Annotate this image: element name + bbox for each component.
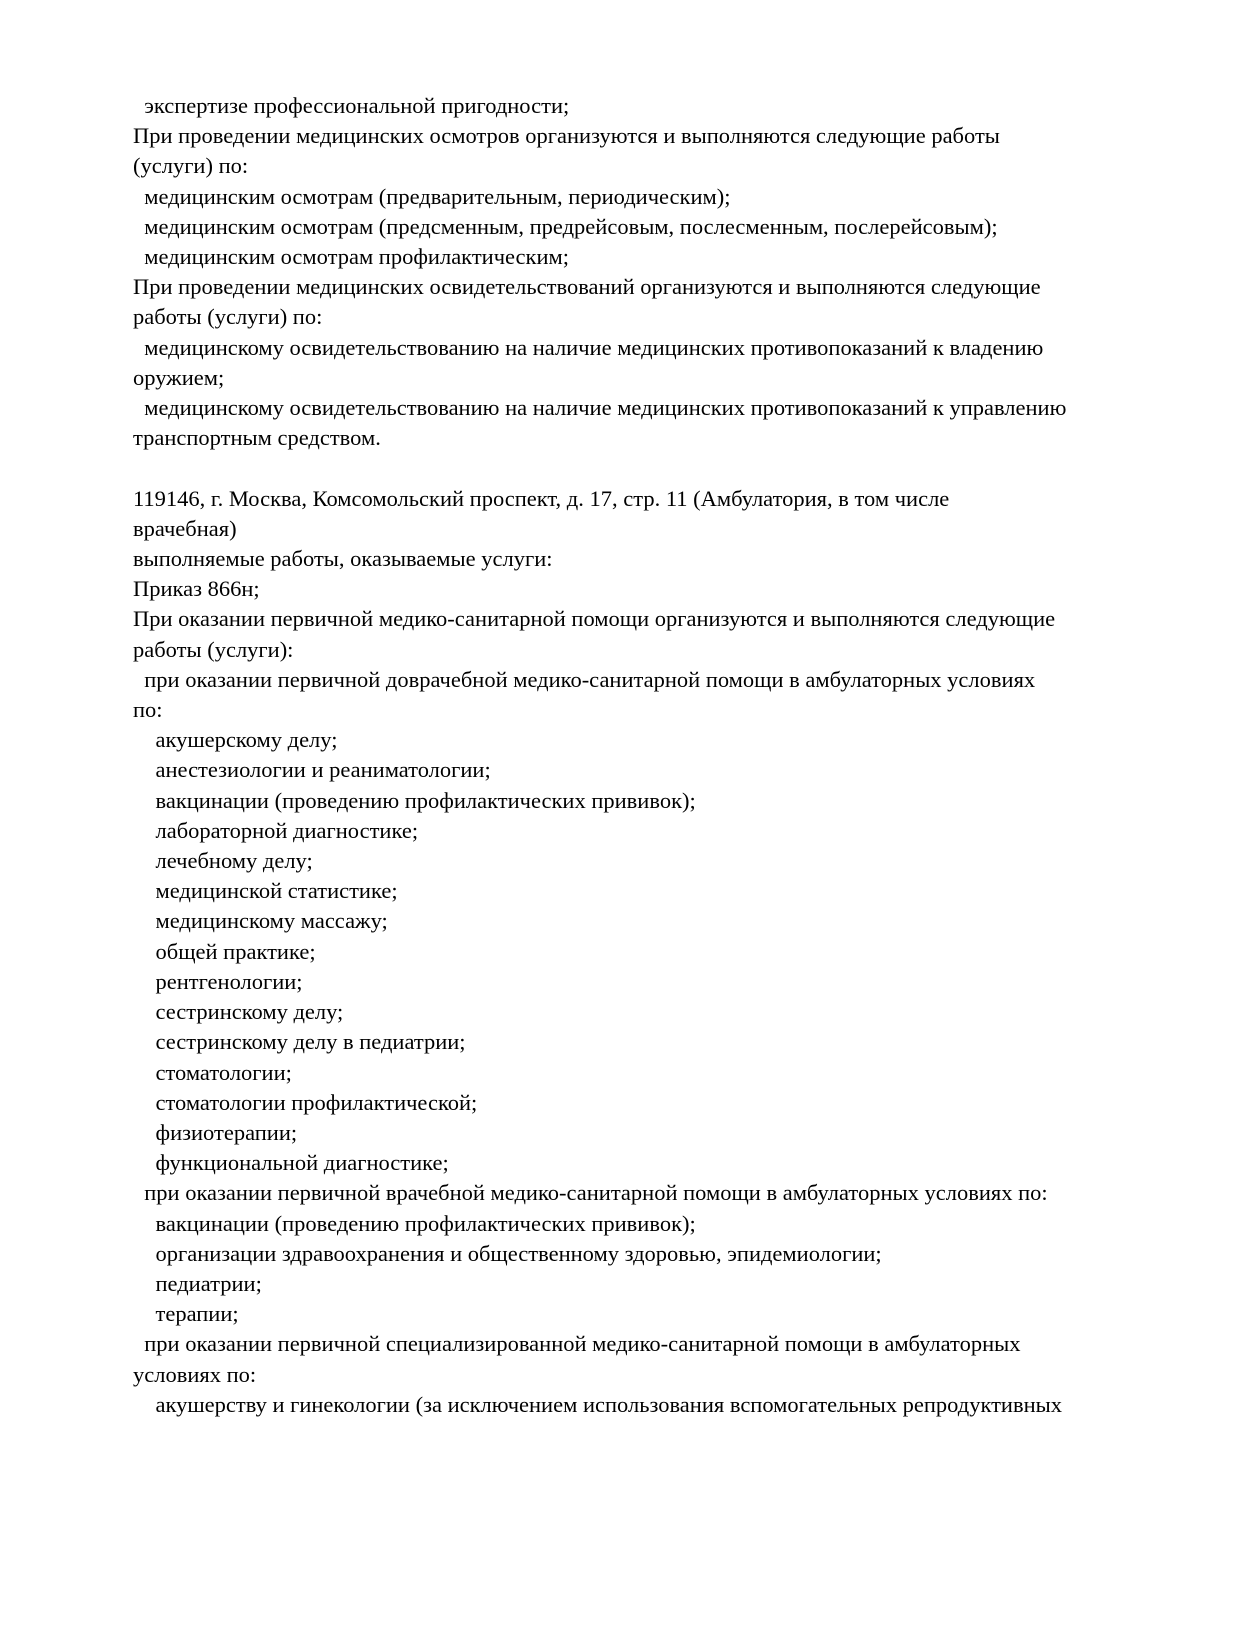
document-line: терапии; [133, 1301, 239, 1327]
document-line: (услуги) по: [133, 153, 249, 179]
document-line: экспертизе профессиональной пригодности; [133, 93, 570, 118]
document-line: транспортным средством. [133, 425, 381, 451]
document-line: вакцинации (проведению профилактических прививок); [133, 787, 696, 813]
document-line: медицинскому освидетельствованию на наличие медицинских противопоказаний к управлению [133, 395, 1067, 421]
document-line: работы (услуги): [133, 636, 294, 662]
document-line: врачебная) [133, 515, 237, 541]
document-line: медицинской статистике; [133, 878, 398, 904]
document-line: педиатрии; [133, 1270, 262, 1296]
document-line: рентгенологии; [133, 968, 303, 994]
document-line: 119146, г. Москва, Комсомольский проспект, д. 17, стр. 11 (Амбулатория, в том числе [133, 485, 950, 511]
document-line: медицинским осмотрам (предварительным, периодическим); [133, 183, 731, 209]
document-line: по: [133, 697, 163, 723]
document-line: сестринскому делу в педиатрии; [133, 1029, 466, 1055]
document-line: лабораторной диагностике; [133, 817, 419, 843]
document-line: акушерскому делу; [133, 727, 338, 753]
document-body [133, 91, 1144, 1420]
document-line: условиях по: [133, 1361, 257, 1387]
document-line: при оказании первичной врачебной медико-санитарной помощи в амбулаторных условиях по: [133, 1180, 1048, 1206]
document-line: акушерству и гинекологии (за исключением использования вспомогательных репродуктивных [133, 1391, 1063, 1417]
document-line: При оказании первичной медико-санитарной помощи организуются и выполняются следующие [133, 606, 1056, 632]
document-line: организации здравоохранения и общественному здоровью, эпидемиологии; [133, 1240, 882, 1266]
document-line: вакцинации (проведению профилактических прививок); [133, 1210, 696, 1236]
document-line: стоматологии; [133, 1059, 292, 1085]
document-line: общей практике; [133, 938, 316, 964]
document-line: медицинским осмотрам (предсменным, предрейсовым, послесменным, послерейсовым); [133, 213, 998, 239]
document-line: выполняемые работы, оказываемые услуги: [133, 546, 553, 572]
document-line: анестезиологии и реаниматологии; [133, 757, 491, 783]
document-line: сестринскому делу; [133, 999, 344, 1025]
document-line: при оказании первичной специализированной медико-санитарной помощи в амбулаторных [133, 1331, 1021, 1357]
document-line: медицинскому освидетельствованию на наличие медицинских противопоказаний к владению [133, 334, 1044, 360]
document-line: работы (услуги) по: [133, 304, 323, 330]
document-line: функциональной диагностике; [133, 1150, 449, 1176]
document-line: медицинскому массажу; [133, 908, 388, 934]
document-line: стоматологии профилактической; [133, 1089, 478, 1115]
document-line [133, 453, 1144, 483]
document-line: При проведении медицинских освидетельствований организуются и выполняются следующие [133, 274, 1041, 300]
document-line: оружием; [133, 364, 225, 390]
document-line: лечебному делу; [133, 848, 313, 874]
document-line: медицинским осмотрам профилактическим; [133, 244, 570, 270]
document-line: При проведении медицинских осмотров организуются и выполняются следующие работы [133, 123, 1000, 149]
document-line: Приказ 866н; [133, 576, 260, 602]
document-line: физиотерапии; [133, 1119, 298, 1145]
document-line: при оказании первичной доврачебной медико-санитарной помощи в амбулаторных условиях [133, 666, 1036, 692]
